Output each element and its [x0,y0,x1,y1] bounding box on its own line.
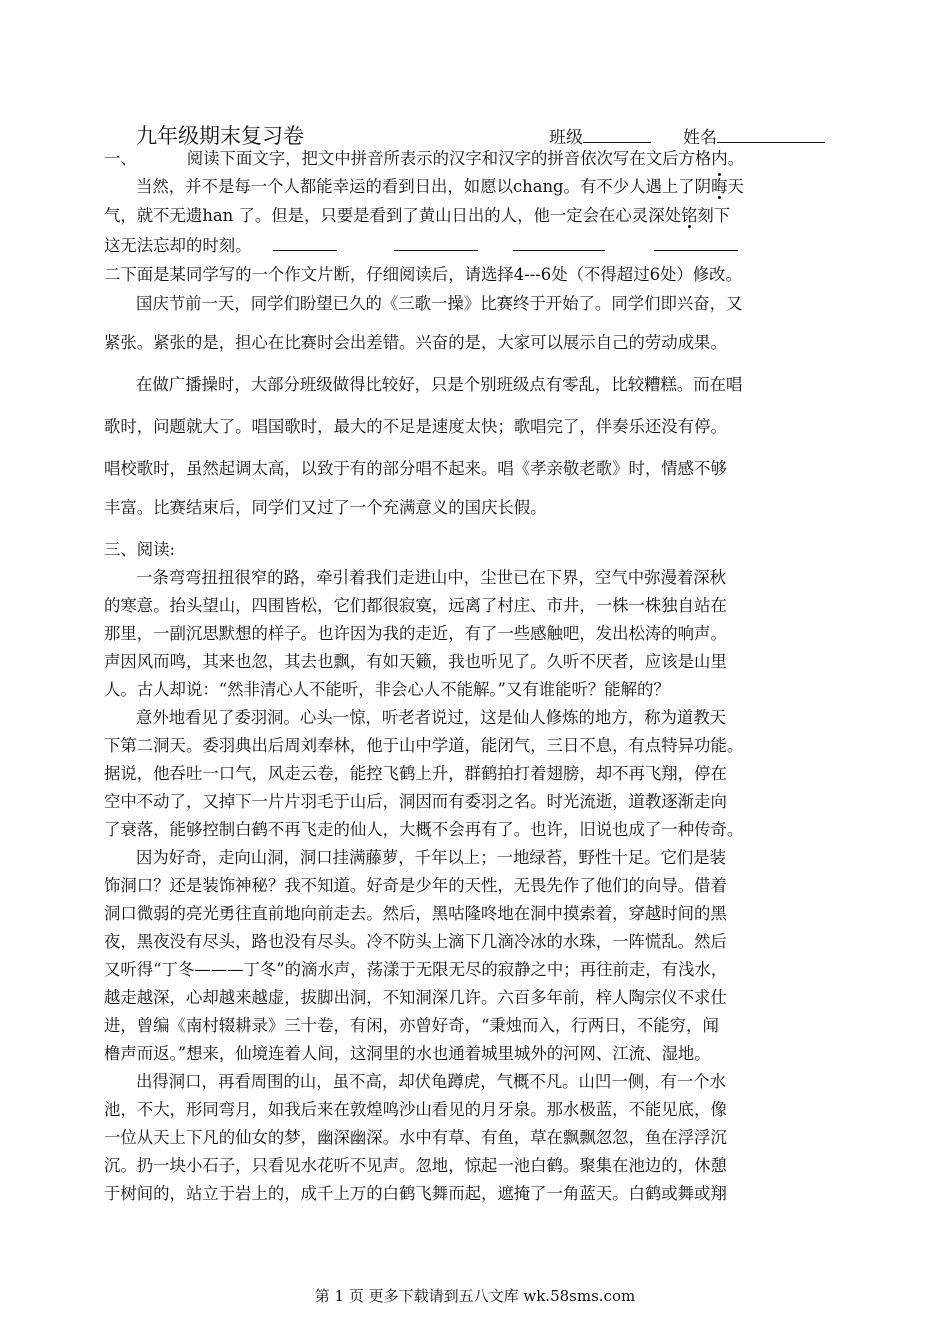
section1-text-3: 这无法忘却的时刻。 [104,236,252,255]
section1-text-1-end: 天 [727,177,744,196]
section3-line: 洞口微弱的亮光勇往直前地向前走去。然后，黑咕隆咚地在洞中摸索着，穿越时间的黑 [104,904,727,923]
section1-text-2: 气，就不无遗han 了。但是，只要是看到了黄山日出的人，他一定会在心灵深处 [104,206,681,225]
section3-heading: 三、阅读: [104,540,176,559]
section3-line: 橹声而返。”想来，仙境连着人间，这洞里的水也通着城里城外的河网、江流、湿地。 [104,1044,711,1063]
section3-line: 越走越深，心却越来越虚，拔脚出洞，不知洞深几许。六百多年前，梓人陶宗仪不求仕 [104,988,727,1007]
dotted-char-ming: 铭 [680,206,698,225]
section3-line: 了衰落，能够控制白鹤不再飞走的仙人，大概不会再有了。也许，旧说也成了一种传奇。 [104,820,744,839]
name-blank [717,125,825,143]
section3-line: 的寒意。抬头望山，四围皆松，它们都很寂寞，远离了村庄、市井，一株一株独自站在 [104,596,727,615]
section3-line: 因为好奇，走向山洞，洞口挂满藤萝，千年以上；一地绿苔，野性十足。它们是装 [136,848,727,867]
section3-line: 据说，他吞吐一口气，风走云卷，能控飞鹤上升，群鹤拍打着翅膀，却不再飞翔，停在 [104,764,727,783]
section2-line: 歌时，问题就大了。唱国歌时，最大的不足是速度太快；歌唱完了，伴奏乐还没有停。 [104,417,727,436]
section1-line-2 [104,205,844,227]
title-row [136,120,836,150]
class-field [549,123,651,148]
section1-line-1 [136,176,876,198]
section3-line: 下第二洞天。委羽典出后周刘奉林，他于山中学道，能闭气，三日不息，有点特异功能。 [104,736,744,755]
section3-line: 饰洞口？还是装饰神秘？我不知道。好奇是少年的天性，无畏先作了他们的向导。借着 [104,876,727,895]
section3-line: 池，不大，形同弯月，如我后来在敦煌鸣沙山看见的月牙泉。那水极蓝，不能见底，像 [104,1100,727,1119]
answer-blank-3[interactable] [513,234,605,251]
section2-line: 在做广播操时，大部分班级做得比较好，只是个别班级点有零乱，比较糟糕。而在唱 [136,375,743,394]
section3-line: 那里，一副沉思默想的样子。也许因为我的走近，有了一些感触吧，发出松涛的响声。 [104,624,727,643]
section2-line: 唱校歌时，虽然起调太高，以致于有的部分唱不起来。唱《孝亲敬老歌》时，情感不够 [104,459,727,478]
section3-line: 声因风而鸣，其来也忽，其去也飘，有如天籁，我也听见了。久听不厌者，应该是山里 [104,652,727,671]
section3-line: 进，曾编《南村辍耕录》三十卷，有闲，亦曾好奇，“秉烛而入，行两日，不能穷，闻 [104,1016,719,1035]
section2-line: 丰富。比赛结束后，同学们又过了一个充满意义的国庆长假。 [104,498,547,517]
dotted-char-hui: 晦 [711,177,728,196]
section3-line: 夜，黑夜没有尽头，路也没有尽头。冷不防头上滴下几滴冷冰的水珠，一阵慌乱。然后 [104,932,727,951]
section1-heading: 一、 [104,149,137,168]
section3-line: 一条弯弯扭扭很窄的路，牵引着我们走进山中，尘世已在下界，空气中弥漫着深秋 [136,568,727,587]
section1-text-2-end: 刻下 [697,206,731,225]
section1-instruction-line [104,148,844,170]
name-field [683,123,825,148]
section3-line: 人。古人却说：“然非清心人不能听，非会心人不能解。”又有谁能听？能解的？ [104,680,670,699]
answer-blank-4[interactable] [654,234,738,251]
section1-line-3 [104,234,844,257]
name-label: 姓名 [683,128,717,148]
class-blank [583,125,651,143]
answer-blank-2[interactable] [394,234,478,251]
section2-line: 紧张。紧张的是，担心在比赛时会出差错。兴奋的是，大家可以展示自己的劳动成果。 [104,333,727,352]
section3-line: 于树间的，站立于岩上的，成千上万的白鹤飞舞而起，遮掩了一角蓝天。白鹤或舞或翔 [104,1184,727,1203]
section3-line: 沉。扔一块小石子，只看见水花听不见声。忽地，惊起一池白鹤。聚集在池边的，休憩 [104,1156,727,1175]
section3-line: 又听得“丁冬———丁冬”的滴水声，荡漾于无限无尽的寂静之中；再往前走，有浅水， [104,960,728,979]
section3-line: 意外地看见了委羽洞。心头一惊，听老者说过，这是仙人修炼的地方，称为道教天 [136,708,727,727]
section1-text-1: 当然，并不是每一个人都能幸运的看到日出，如愿以chang。有不少人遇上了阴 [136,177,712,196]
page-footer: 第 1 页 更多下载请到五八文库 wk.58sms.com [314,1287,636,1305]
answer-blank-1[interactable] [273,234,337,251]
section3-line: 出得洞口，再看周围的山，虽不高，却伏龟蹲虎，气概不凡。山凹一侧，有一个水 [136,1072,727,1091]
section3-line: 空中不动了，又掉下一片片羽毛于山后，洞因而有委羽之名。时光流逝，道教逐渐走向 [104,792,727,811]
section1-instruction: 阅读下面文字，把文中拼音所表示的汉字和汉字的拼音依次写在文后方格内。 [186,149,745,168]
page-title: 九年级期末复习卷 [136,124,304,148]
section2-line: 国庆节前一天，同学们盼望已久的《三歌一操》比赛终于开始了。同学们即兴奋，又 [136,294,743,313]
class-label: 班级 [549,128,583,148]
section2-instruction: 二下面是某同学写的一个作文片断，仔细阅读后，请选择4---6处（不得超过6处）修改。 [104,265,742,284]
section3-line: 一位从天上下凡的仙女的梦，幽深幽深。水中有草、有鱼，草在飘飘忽忽，鱼在浮浮沉 [104,1128,727,1147]
